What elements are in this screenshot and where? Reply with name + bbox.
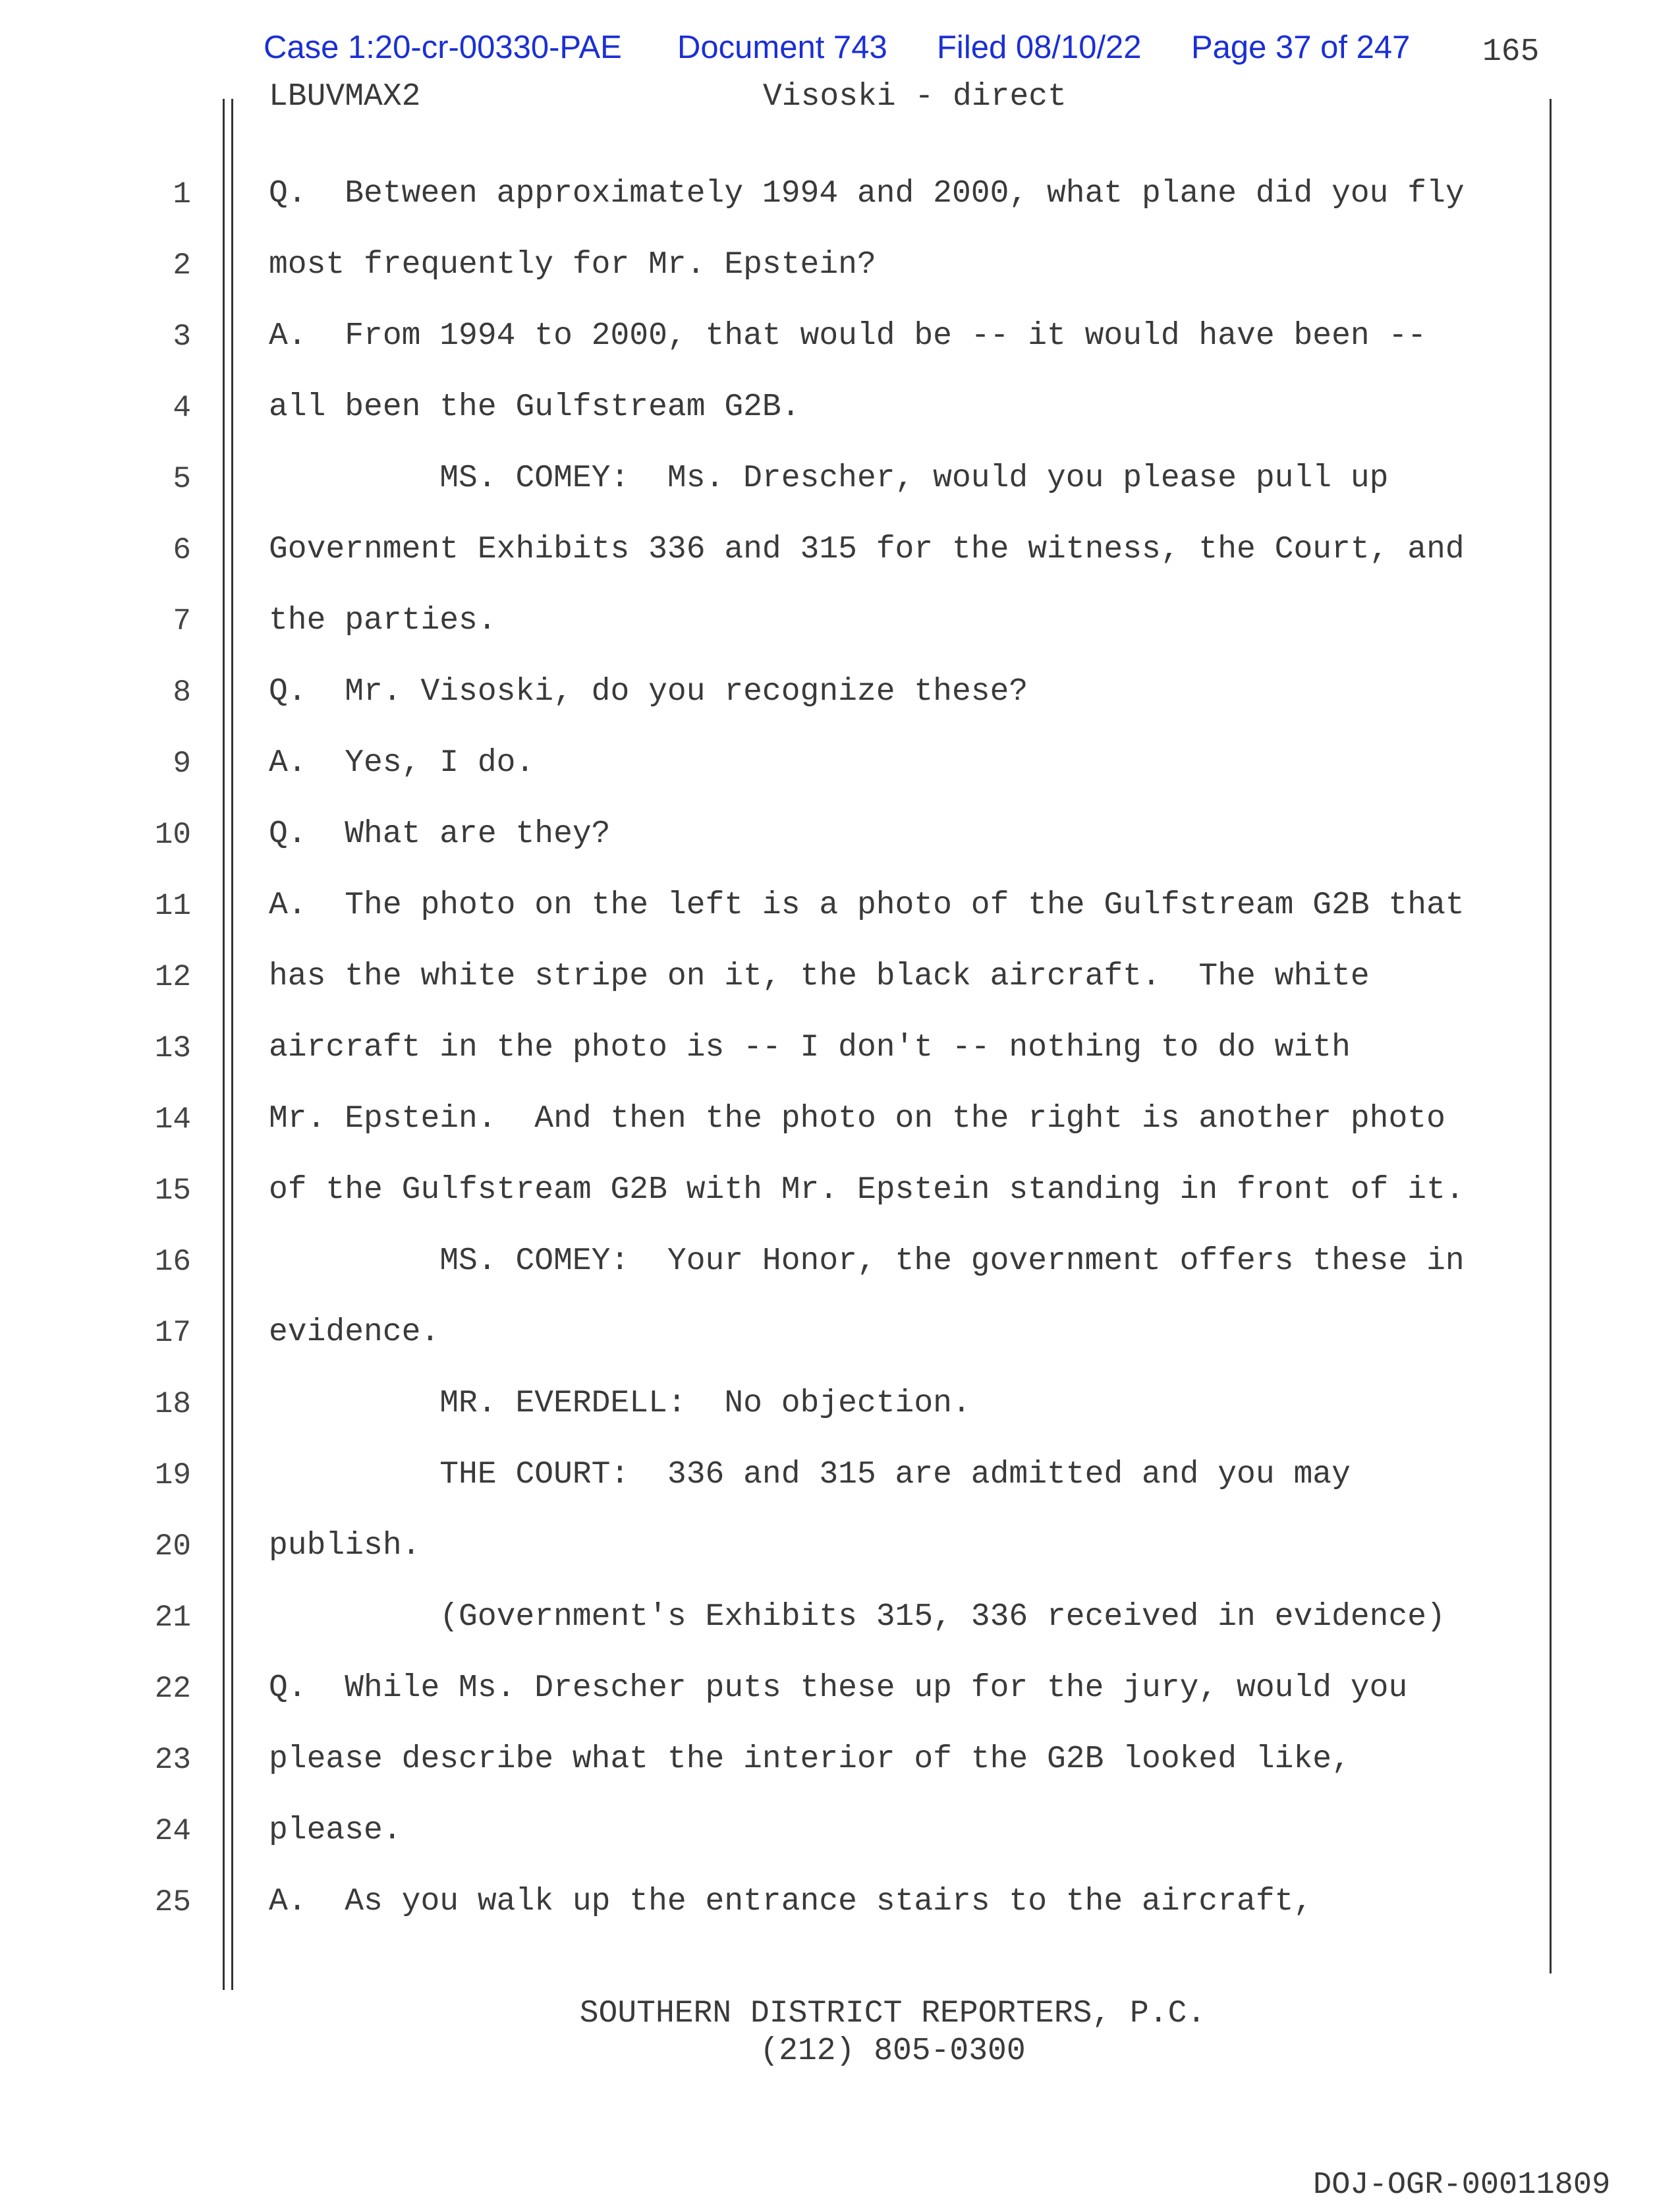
line-number: 17 [154, 1316, 191, 1350]
line-number: 4 [173, 391, 191, 425]
transcript-line: of the Gulfstream G2B with Mr. Epstein standing in front of it. [269, 1172, 1465, 1208]
line-number: 22 [154, 1672, 191, 1706]
transcript-line: A. From 1994 to 2000, that would be -- it would have been -- [269, 318, 1427, 354]
examination-heading: Visoski - direct [763, 79, 1067, 115]
transcript-line: MS. COMEY: Ms. Drescher, would you please pull up [269, 461, 1389, 496]
transcript-line: has the white stripe on it, the black aircraft. The white [269, 959, 1370, 994]
line-number: 18 [154, 1387, 191, 1421]
transcript-line: Q. While Ms. Drescher puts these up for the jury, would you [269, 1670, 1408, 1706]
line-number: 7 [173, 604, 191, 638]
transcript-line: aircraft in the photo is -- I don't -- nothing to do with [269, 1030, 1351, 1065]
line-number: 5 [173, 462, 191, 496]
line-number: 2 [173, 248, 191, 283]
transcript-line: all been the Gulfstream G2B. [269, 389, 800, 425]
line-number: 16 [154, 1245, 191, 1279]
reporter-name: SOUTHERN DISTRICT REPORTERS, P.C. [579, 1996, 1206, 2031]
line-number: 21 [154, 1601, 191, 1635]
line-number: 1 [173, 177, 191, 212]
transcript-line: THE COURT: 336 and 315 are admitted and you may [269, 1457, 1351, 1492]
transcript-line: publish. [269, 1528, 421, 1564]
line-number: 8 [173, 675, 191, 710]
left-margin-rule-inner [231, 99, 233, 1990]
transcript-line: (Government's Exhibits 315, 336 received in evidence) [269, 1599, 1445, 1635]
line-number: 11 [154, 889, 191, 923]
transcript-line: the parties. [269, 603, 497, 638]
right-margin-rule [1550, 99, 1552, 1973]
line-number: 25 [154, 1885, 191, 1919]
stamp-case-number: Case 1:20-cr-00330-PAE [264, 30, 622, 65]
line-number: 12 [154, 960, 191, 994]
transcript-line: evidence. [269, 1315, 440, 1350]
bates-number: DOJ-OGR-00011809 [1313, 2168, 1611, 2203]
transcript-line: A. Yes, I do. [269, 745, 535, 781]
line-number: 19 [154, 1458, 191, 1492]
stamp-document-number: Document 743 [677, 30, 887, 65]
transcript-line: Mr. Epstein. And then the photo on the right is another photo [269, 1101, 1445, 1137]
stamp-filed-date: Filed 08/10/22 [937, 30, 1142, 65]
line-number: 10 [154, 818, 191, 852]
transcript-line: MR. EVERDELL: No objection. [269, 1386, 971, 1421]
transcript-line: Q. What are they? [269, 816, 611, 852]
transcript-line: Q. Mr. Visoski, do you recognize these? [269, 674, 1028, 710]
line-number: 6 [173, 533, 191, 567]
line-number: 23 [154, 1743, 191, 1777]
transcript-line: please. [269, 1813, 402, 1848]
transcript-line: Government Exhibits 336 and 315 for the witness, the Court, and [269, 532, 1465, 567]
transcript-line: MS. COMEY: Your Honor, the government offers these in [269, 1243, 1465, 1279]
transcript-line: please describe what the interior of the G2B looked like, [269, 1742, 1351, 1777]
line-number: 15 [154, 1174, 191, 1208]
line-number: 3 [173, 320, 191, 354]
transcript-line: Q. Between approximately 1994 and 2000, what plane did you fly [269, 176, 1465, 212]
line-number: 20 [154, 1529, 191, 1564]
stamp-page-of: Page 37 of 247 [1191, 30, 1411, 65]
transcript-line: A. As you walk up the entrance stairs to the aircraft, [269, 1884, 1313, 1919]
transcript-page-number: 165 [1482, 34, 1540, 70]
line-number: 13 [154, 1031, 191, 1065]
left-margin-rule-outer [223, 99, 225, 1990]
transcript-code: LBUVMAX2 [269, 79, 421, 115]
line-number: 14 [154, 1102, 191, 1137]
reporter-phone: (212) 805-0300 [760, 2033, 1026, 2069]
line-number: 9 [173, 747, 191, 781]
transcript-line: A. The photo on the left is a photo of the Gulfstream G2B that [269, 888, 1465, 923]
reporter-footer [0, 1995, 1680, 2070]
transcript-line: most frequently for Mr. Epstein? [269, 247, 876, 283]
line-number: 24 [154, 1814, 191, 1848]
